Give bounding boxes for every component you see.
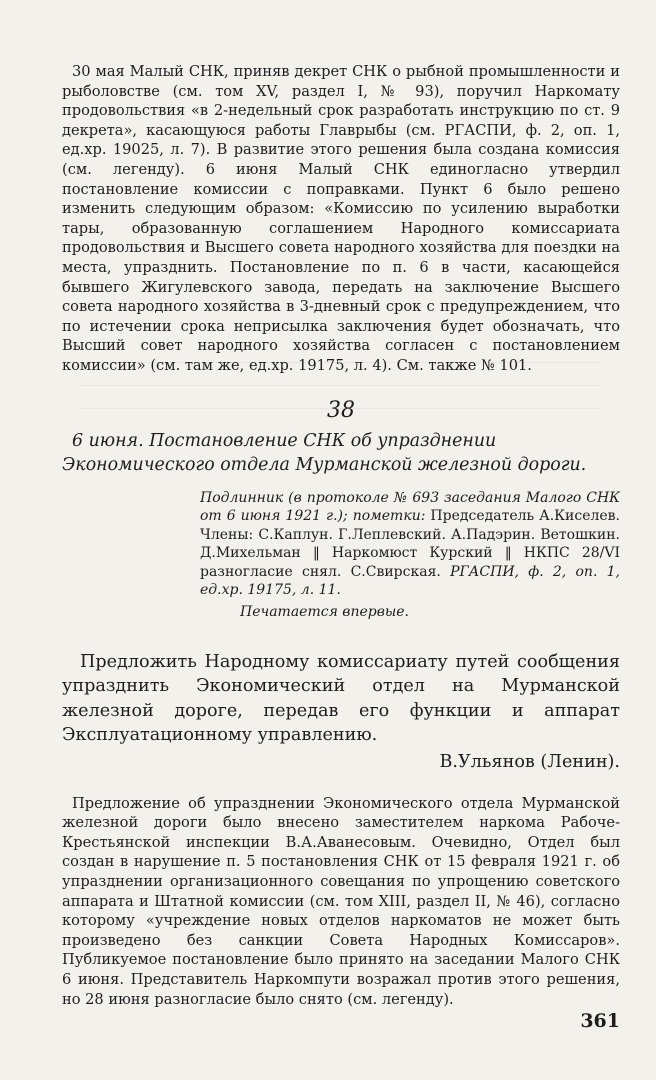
decree-text: Предложить Народному комиссариату путей сообщения упразднить Экономический отдел на Мурманской железной дороге, передав его функции и аппарат Эксплуатационному управлению. xyxy=(62,652,620,746)
source-prefix: Подлинник (в протоколе № 693 заседания Малого СНК от 6 июня 1921 г.); пометки: xyxy=(200,489,620,525)
source-main: Председатель А.Киселев. Члены: С.Каплун. Г.Леплевский. А.Падэрин. Ветошкин. Д.Михельман ‖ Наркомюст Курский ‖ НКПС 28/VI разногласие снял. С.Свирская. xyxy=(200,508,620,580)
source-note xyxy=(200,489,620,601)
source-archive: РГАСПИ, ф. 2, оп. 1, ед.хр. 19175, л. 11. xyxy=(200,563,620,599)
document-title: 6 июня. Постановление СНК об упразднении Экономического отдела Мурманской железной дороги. xyxy=(62,430,587,475)
intro-paragraph: 30 мая Малый СНК, приняв декрет СНК о рыбной промышленности и рыболовстве (см. том XV, раздел I, № 93), поручил Наркомату продовольствия «в 2-недельный срок разработать инструкцию по ст. 9 декрета», касающуюся работы Главрыбы (см. РГАСПИ, ф. 2, оп. 1, ед.хр. 19025, л. 7). В развитие этого решения была создана комиссия (см. легенду). 6 июня Малый СНК единогласно утвердил постановление комиссии с поправками. Пункт 6 было решено изменить следующим образом: «Комиссию по усилению выработки тары, образованную соглашением Народного комиссариата продовольствия и Высшего совета народного хозяйства для поездки на места, упразднить. Постановление по п. 6 в части, касающейся бывшего Жигулевского завода, передать на заключение Высшего совета народного хозяйства в 3-дневный срок с предупреждением, что по истечении срока неприсылка заключения будет обозначать, что Высший совет народного хозяйства согласен с постановлением комиссии» (см. там же, ед.хр. 19175, л. 4). См. также № 101. xyxy=(62,63,620,374)
page-number: 361 xyxy=(580,1010,620,1032)
signature: В.Ульянов (Ленин). xyxy=(439,751,620,772)
printed-first-note: Печатается впервые. xyxy=(240,604,409,621)
document-number: 38 xyxy=(327,397,355,423)
commentary-paragraph: Предложение об упразднении Экономического отдела Мурманской железной дороги было внесено заместителем наркома Рабоче-Крестьянской инспекции В.А.Аванесовым. Очевидно, Отдел был создан в нарушение п. 5 постановления СНК от 15 февраля 1921 г. об упразднении организационного совещания по упрощению советского аппарата и Штатной комиссии (см. том XIII, раздел II, № 46), согласно которому «учреждение новых отделов наркоматов не может быть произведено без санкции Совета Народных Комиссаров». Публикуемое постановление было принято на заседании Малого СНК 6 июня. Представитель Наркомпути возражал против этого решения, но 28 июня разногласие было снято (см. легенду). xyxy=(62,794,620,1008)
book-page xyxy=(62,62,620,1024)
